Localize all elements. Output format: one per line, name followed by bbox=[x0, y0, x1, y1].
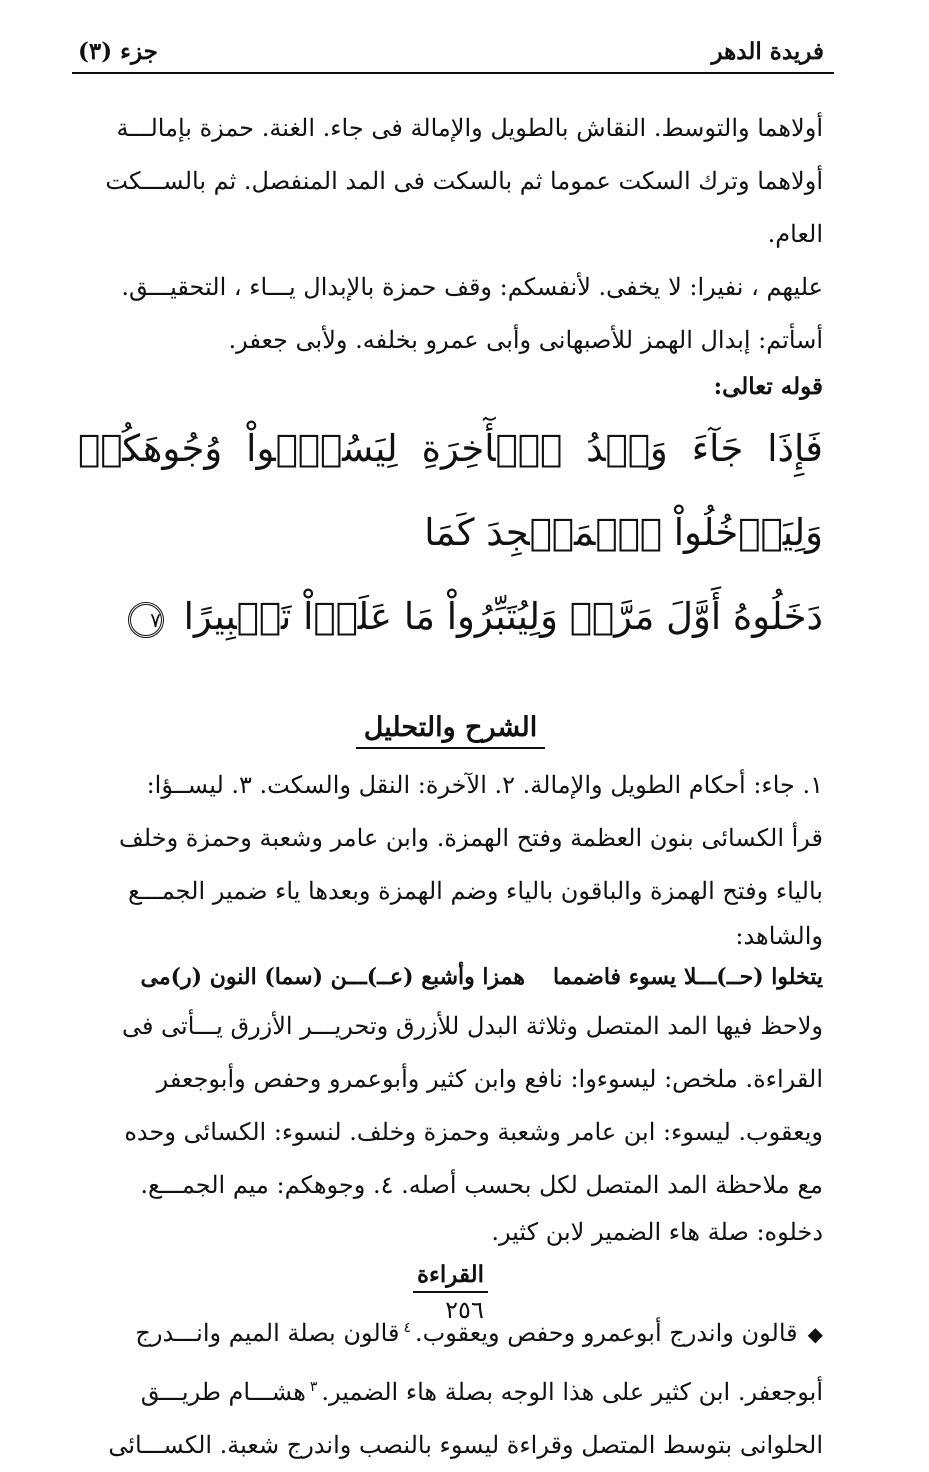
ayah-number-marker: ٧ bbox=[128, 602, 164, 638]
intro-line: عليهم ، نفيرا: لا يخفى. لأنفسكم: وقف حمزة بالإبدال يـــاء ، التحقيـــق. bbox=[121, 273, 823, 301]
quran-verse-line bbox=[78, 575, 823, 659]
quran-verse-text: دَخَلُوهُ أَوَّلَ مَرَّةٖ وَلِيُتَبِّرُواْ مَا عَلَوۡاْ تَتۡبِيرًا bbox=[183, 595, 823, 638]
qiraa-line: ◆قالون واندرج أبوعمرو وحفص ويعقوب.$^٤$قالون بصلة الميم وانـــدرج bbox=[78, 1302, 823, 1361]
quran-label: قوله تعالى: bbox=[713, 373, 823, 400]
running-header bbox=[72, 28, 834, 74]
sharh-line: بالياء وفتح الهمزة والباقون بالياء وضم الهمزة وبعدها ياء ضمير الجمـــع bbox=[127, 877, 823, 905]
qiraa-line: الحلوانى بتوسط المتصل وقراءة ليسوء بالنصب واندرج شعبة. الكســـائى bbox=[108, 1431, 823, 1459]
intro-line: أولاهما وترك السكت عموما ثم بالسكت فى المد المنفصل. ثم بالســـكت bbox=[105, 167, 823, 195]
footnote-ref: ٣ bbox=[309, 1379, 318, 1395]
section-title-text: الشرح والتحليل bbox=[356, 712, 545, 749]
sharh-line: مع ملاحظة المد المتصل لكل بحسب أصله. ٤. وجوهكم: ميم الجمـــع. bbox=[140, 1171, 823, 1199]
sharh-line: دخلوه: صلة هاء الضمير لابن كثير. bbox=[491, 1218, 823, 1246]
sharh-line: القراءة. ملخص: ليسوءوا: نافع وابن كثير وأبوعمرو وحفص وأبوجعفر bbox=[156, 1065, 823, 1093]
intro-line: العام. bbox=[767, 220, 823, 248]
sharh-line: ١. جاء: أحكام الطويل والإمالة. ٢. الآخرة: النقل والسكت. ٣. ليســؤا: bbox=[146, 771, 823, 799]
sharh-line: ولاحظ فيها المد المتصل وثلاثة البدل للأزرق وتحريـــر الأزرق يـــأتى فى bbox=[121, 1012, 823, 1040]
section-title-qiraa bbox=[78, 1252, 823, 1298]
book-title: فريدة الدهر bbox=[711, 38, 824, 65]
footnote-ref: ٤ bbox=[403, 1320, 411, 1336]
section-title-sharh bbox=[78, 709, 823, 747]
diamond-bullet-icon: ◆ bbox=[807, 1322, 823, 1346]
qiraa-line: أبوجعفر. ابن كثير على هذا الوجه بصلة هاء الضمير.$^٣$هشـــام طريـــق bbox=[140, 1378, 823, 1406]
verse-first-hemistich: يتخلوا (حــ)ـــلا يسوء فاضمما bbox=[553, 964, 823, 990]
sharh-line: والشاهد: bbox=[735, 922, 823, 950]
verse-second-hemistich: همزا وأشبع (عــ)ـــن (سما) النون (ر)مى bbox=[140, 964, 526, 990]
sharh-line: ويعقوب. ليسوء: ابن عامر وشعبة وحمزة وخلف. لنسوء: الكسائى وحده bbox=[124, 1118, 823, 1146]
quran-verse-line: فَإِذَا جَآءَ وَعۡدُ ٱلۡأٓخِرَةِ لِيَسُـۧٔواْ وُجُوهَكُمۡ وَلِيَدۡخُلُواْ ٱلۡمَسۡجِدَ كَمَا bbox=[78, 427, 823, 554]
intro-line: أولاهما والتوسط. النقاش بالطويل والإمالة فى جاء. الغنة. حمزة بإمالـــة bbox=[116, 114, 823, 142]
section-title-text: القراءة bbox=[413, 1261, 488, 1293]
poem-verse bbox=[78, 954, 823, 1000]
page-body bbox=[78, 102, 823, 1472]
sharh-line: قرأ الكسائى بنون العظمة وفتح الهمزة. وابن عامر وشعبة وحمزة وخلف bbox=[118, 824, 823, 852]
page-number: ٢٥٦ bbox=[445, 1296, 484, 1324]
intro-line: أسأتم: إبدال الهمز للأصبهانى وأبى عمرو بخلفه. ولأبى جعفر. bbox=[228, 326, 823, 354]
part-label: جزء (٣) bbox=[78, 38, 158, 65]
